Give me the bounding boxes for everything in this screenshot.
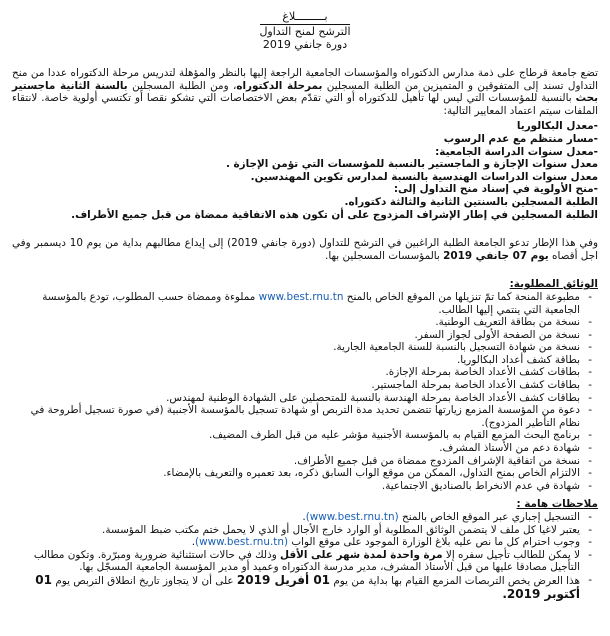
note-item: - هذا العرض يخص التربصات المزمع القيام بها بداية من يوم 01 أفريل 2019 على أن لا يتجاوز تاريخ انطلاق التربص يوم 01 أكتوبر 2019. [12,574,580,601]
page-title: بـــــــــلاغ [260,10,349,25]
document-item: - مطبوعة المنحة كما تمّ تنزيلها من الموقع الخاص بالمنح www.best.rnu.tn مملوءة وممضاة حسب المطلوب، تودع بالمؤسسة الجامعية التي ينتمي إليها الطالب. [12,291,580,316]
intro-text-1: تضع جامعة قرطاج على ذمة مدارس الدكتوراه والمؤسسات الجامعية الراجعة إليها بالنظر والمؤهلة لتدريس مرحلة الدكتوراه عددا من منح التداول تسند إلى المتفوقين و المتميزين من الطلبة المسجلين [12,67,599,92]
document-item: - بطاقات كشف الأعداد الخاصة بمرحلة الإجازة. [12,366,580,379]
header [12,10,598,51]
document-item: - الالتزام الخاص بمنح التداول، الممكن من موقع الواب السابق ذكره، بعد تعميره والتعريف بالإمضاء. [12,467,580,480]
document-item: - بطاقة كشف أعداد البكالوريا. [12,354,580,367]
best-site-link[interactable]: (www.best.rnu.tn) [195,536,288,549]
criterion-item: -معدل البكالوريا [516,120,598,133]
criterion-item: -مسار منتظم مع عدم الرسوب [443,132,598,145]
intro-bold-2: بالسنة الثانية ماجستير بحث [12,79,598,105]
deadline-paragraph [12,237,598,262]
criterion-item: معدل سنوات الإجازة و الماجستير بالنسبة للمؤسسات التي تؤمن الإجازة . [225,158,598,171]
note-item: - وجوب احترام كل ما نص عليه بلاغ الوزارة الموجود على موقع الواب (www.best.rnu.tn). [12,536,580,549]
intro-text-3: بالنسبة للمؤسسات التي ليس لها تأهيل للدكتوراه أو التي تقدّم بعض الاختصاصات التي تشكو نقصا أو تكتسي أولوية خاصة. لانتقاء الملفات سيتم اعتماد المعايير التالية: [12,92,598,117]
intro-text-2: ، ومن الطلبة المسجلين [132,79,237,92]
notes-list [12,511,598,601]
note-item: - لا يمكن للطالب تأجيل سفره إلا مرة واحدة لمدة شهر على الأقل وذلك في حالات استثنائية ضرورية ومبرّرة. وتكون مطالب التأجيل مصادقا عليها من قبل الأستاذ المشرف، مدير مدرسة الدكتوراه وعميد أو مدير المؤسسة الجامعية المسجّل بها. [12,549,580,574]
deadline-end: بالمؤسسات المسجلين بها. [325,249,440,262]
document-item: - نسخة من بطاقة التعريف الوطنية. [12,316,580,329]
document-item: - شهادة دعم من الأستاذ المشرف. [12,442,580,455]
note-item: - يعتبر لاغيا كل ملف لا يتضمن الوثائق المطلوبة أو الوارد خارج الأجال أو الذي لا يحمل ختم مكتب ضبط المؤسسة. [12,524,580,537]
document-item: - شهادة في عدم الانخراط بالصناديق الاجتماعية. [12,480,580,493]
documents-list [12,291,598,493]
note-item: - التسجيل إجباري عبر الموقع الخاص بالمنح (www.best.rnu.tn). [12,511,580,524]
criterion-item: -منح الأولوية في إسناد منح التداول إلى: [393,183,598,196]
deadline-date: يوم 07 جانفي 2019 [443,249,549,262]
documents-heading: الوثائق المطلوبة: [509,278,598,291]
document-item: - برنامج البحث المزمع القيام به بالمؤسسة الأجنبية مؤشر عليه من قبل الطرف المضيف. [12,429,580,442]
subtitle-line-1: الترشح لمنح التداول [259,25,351,38]
best-site-link[interactable]: www.best.rnu.tn [258,290,344,303]
criterion-item: الطلبة المسجلين في إطار الإشراف المزدوج على أن تكون هذه الاتفاقية ممضاة من قبل جميع الأطراف. [71,208,598,221]
document-item: - نسخة من اتفاقية الإشراف المزدوج ممضاة من قبل جميع الأطراف. [12,455,580,468]
deadline-text: وفي هذا الإطار تدعو الجامعة الطلبة الراغبين في الترشح للتداول (دورة جانفي 2019) إلى إيداع مطالبهم بداية من يوم 10 ديسمبر وفي اجل أقصاه [12,237,598,262]
best-site-link[interactable]: (www.best.rnu.tn) [305,511,399,523]
criterion-item: الطلبة المسجلين بالسنتين الثانية والثالثة دكتوراه. [344,195,598,208]
subtitle-line-2: دورة جانفي 2019 [262,38,348,51]
intro-paragraph [12,67,598,117]
document-item: - نسخة من الصفحة الأولى لجواز السفر. [12,329,580,342]
document-item: - دعوة من المؤسسة المزمع زيارتها تتضمن تحديد مدة التربص أو شهادة تسجيل بالمؤسسة الأجنبية (في صورة تسجيل أطروحة في نظام التأطير المزدوج). [12,404,580,429]
notes-heading: ملاحظات هامة : [516,498,598,511]
criterion-item: -معدل سنوات الدراسة الجامعية: [435,145,598,158]
criterion-item: معدل سنوات الدراسات الهندسية بالنسبة لمدارس تكوين المهندسين. [250,170,598,183]
document-item: - بطاقات كشف الأعداد الخاصة بمرحلة الماجستير. [12,379,580,392]
intro-bold-1: بمرحلة الدكتوراه [236,79,323,92]
criteria-list [12,120,598,221]
document-item: - بطاقات كشف الأعداد الخاصة بمرحلة الهندسة بالنسبة للمتحصلين على الشهادة الوطنية لمهندس. [12,392,580,405]
document-item: - نسخة من شهادة التسجيل بالنسبة للسنة الجامعية الجارية. [12,341,580,354]
